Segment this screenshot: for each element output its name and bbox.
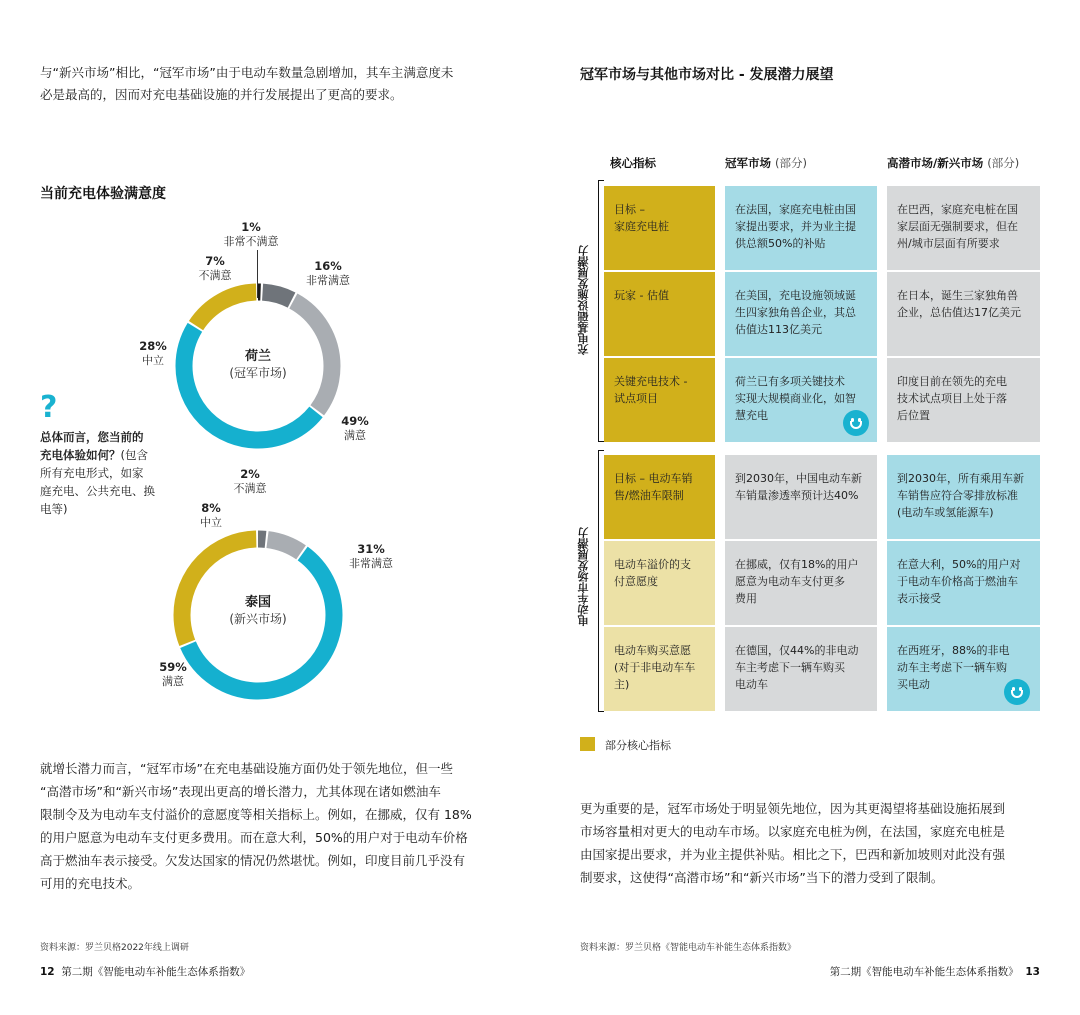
- question-rest: 所有充电形式，如家: [40, 466, 144, 480]
- body-line: 更为重要的是，冠军市场处于明显领先地位，因为其更渴望将基础设施拓展到: [580, 801, 1006, 816]
- donut2-label-satisfied: 59% 满意: [159, 660, 187, 688]
- cell-line: 电动车购买意愿: [614, 644, 691, 657]
- indicator-cell: [604, 455, 715, 539]
- smile-icon: [843, 410, 869, 436]
- body-line: 就增长潜力而言，“冠军市场”在充电基础设施方面仍处于领先地位，但一些: [40, 761, 453, 776]
- cell-line: 慧充电: [735, 409, 768, 422]
- cell-line: 在西班牙，88%的非电: [897, 644, 1010, 657]
- question-rest: 电等): [40, 502, 68, 516]
- cell-line: 企业，总估值达17亿美元: [897, 306, 1021, 319]
- donut2-label-neutral: 8% 中立: [200, 501, 222, 529]
- right-footer: [830, 964, 1040, 979]
- cell-line: 电动车溢价的支: [614, 558, 691, 571]
- footer-title: 第二期《智能电动车补能生态体系指数》: [829, 966, 1019, 978]
- cell-line: 生四家独角兽企业，其总: [735, 306, 856, 319]
- cell-line: 电动车: [735, 678, 768, 691]
- intro-line: 必是最高的，因而对充电基础设施的并行发展提出了更高的要求。: [40, 87, 403, 102]
- donut1-label-very-dissatisfied: 1% 非常不满意: [223, 220, 279, 248]
- cell-line: 州/城市层面有所要求: [897, 237, 1000, 250]
- left-body-paragraph: [40, 757, 472, 895]
- donut1-title: 荷兰: [244, 349, 271, 364]
- col-header-other: 高潜市场/新兴市场 (部分): [887, 156, 1020, 170]
- body-line: 高于燃油车表示接受。欠发达国家的情况仍然堪忧。例如，印度目前几乎没有: [40, 853, 466, 868]
- indicator-cell: [604, 186, 715, 270]
- body-line: 制要求，这使得“高潜市场”和“新兴市场”当下的潜力受到了限制。: [580, 870, 944, 885]
- cell-line: 买电动: [897, 678, 930, 691]
- cell-line: 在意大利，50%的用户对: [897, 558, 1021, 571]
- champion-cell: [725, 627, 877, 711]
- body-line: 由国家提出要求，并为业主提供补贴。相比之下，巴西和新加坡则对此没有强: [580, 847, 1006, 862]
- group1-label: 充电基础设施发展潜力: [577, 245, 590, 355]
- body-line: “高潜市场”和“新兴市场”表现出更高的增长潜力，尤其体现在诸如燃油车: [40, 784, 441, 799]
- bracket-tick: [598, 180, 604, 181]
- cell-line: 试点项目: [614, 392, 658, 405]
- cell-line: 在挪威，仅有18%的用户: [735, 558, 859, 571]
- other-market-cell: [887, 358, 1040, 442]
- donut1-label-dissatisfied: 7% 不满意: [198, 254, 232, 282]
- page-number: 12: [40, 966, 55, 978]
- legend-label: 部分核心指标: [605, 739, 671, 752]
- cell-line: 在法国，家庭充电桩由国: [735, 203, 856, 216]
- section-title: 当前充电体验满意度: [40, 186, 166, 202]
- cell-line: 费用: [735, 592, 757, 605]
- indicator-cell: [604, 541, 715, 625]
- cell-line: 目标 –: [614, 203, 645, 216]
- other-market-cell: [887, 455, 1040, 539]
- cell-line: 主): [614, 678, 630, 691]
- cell-line: 在美国，充电设施领域诞: [735, 289, 856, 302]
- cell-line: 家层面无强制要求，但在: [897, 220, 1018, 233]
- donut2-center: [198, 591, 318, 627]
- bracket-tick: [598, 450, 604, 451]
- table-title: 冠军市场与其他市场对比 - 发展潜力展望: [580, 67, 834, 83]
- donut1-center: [198, 345, 318, 381]
- cell-line: 后位置: [897, 409, 930, 422]
- donut1-label-satisfied: 49% 满意: [341, 414, 369, 442]
- col-header-champion: 冠军市场 (部分): [725, 156, 807, 170]
- cell-line: 估值达113亿美元: [735, 323, 822, 336]
- cell-line: 目标 – 电动车销: [614, 472, 693, 485]
- group2-bracket: [598, 450, 599, 712]
- cell-line: 技术试点项目上处于落: [897, 392, 1007, 405]
- question-text: [40, 428, 155, 518]
- intro-line: 与“新兴市场”相比，“冠军市场”由于电动车数量急剧增加，其车主满意度未: [40, 65, 454, 80]
- cell-line: 实现大规模商业化，如智: [735, 392, 856, 405]
- intro-paragraph: [40, 62, 453, 106]
- cell-line: 家庭充电桩: [614, 220, 669, 233]
- cell-line: 车销售应符合零排放标准: [897, 489, 1018, 502]
- other-market-cell: [887, 541, 1040, 625]
- donut2-label-very-satisfied: 31% 非常满意: [349, 542, 393, 570]
- donut2-title: 泰国: [244, 595, 271, 610]
- right-source: 资料来源：罗兰贝格《智能电动车补能生态体系指数》: [580, 943, 797, 953]
- body-line: 市场容量相对更大的电动车市场。以家庭充电桩为例，在法国，家庭充电桩是: [580, 824, 1006, 839]
- cell-line: (电动车或氢能源车): [897, 506, 994, 519]
- cell-line: 售/燃油车限制: [614, 489, 684, 502]
- donut1-subtitle: (冠军市场): [229, 366, 287, 380]
- group1-bracket: [598, 180, 599, 442]
- legend-swatch: [580, 737, 595, 751]
- body-line: 限制令及为电动车支付溢价的意愿度等相关指标上。例如，在挪威，仅有 18%: [40, 807, 472, 822]
- other-market-cell: [887, 272, 1040, 356]
- leader-line: [257, 250, 258, 298]
- donut2-subtitle: (新兴市场): [229, 612, 287, 626]
- cell-line: 荷兰已有多项关键技术: [735, 375, 845, 388]
- cell-line: 付意愿度: [614, 575, 658, 588]
- champion-cell: [725, 541, 877, 625]
- page-number: 13: [1025, 966, 1040, 978]
- body-line: 可用的充电技术。: [40, 876, 141, 891]
- cell-line: 于电动车价格高于燃油车: [897, 575, 1018, 588]
- group2-label: 电动车市场发展潜力: [577, 527, 590, 626]
- cell-line: 到2030年，所有乘用车新: [897, 472, 1024, 485]
- question-rest: 庭充电、公共充电、换: [40, 484, 155, 498]
- indicator-cell: [604, 627, 715, 711]
- cell-line: 在巴西，家庭充电桩在国: [897, 203, 1018, 216]
- cell-line: 家提出要求，并为业主提: [735, 220, 856, 233]
- cell-line: 动车主考虑下一辆车购: [897, 661, 1007, 674]
- donut2-label-dissatisfied: 2% 不满意: [233, 467, 267, 495]
- champion-cell: [725, 272, 877, 356]
- cell-line: 车销量渗透率预计达40%: [735, 489, 859, 502]
- cell-line: 印度目前在领先的充电: [897, 375, 1007, 388]
- col-header-indicator: 核心指标: [610, 156, 656, 170]
- indicator-cell: [604, 358, 715, 442]
- indicator-cell: [604, 272, 715, 356]
- donut1-label-very-satisfied: 16% 非常满意: [306, 259, 350, 287]
- cell-line: 供总额50%的补贴: [735, 237, 826, 250]
- left-source: 资料来源：罗兰贝格2022年线上调研: [40, 943, 189, 953]
- smile-icon: [1004, 679, 1030, 705]
- footer-title: 第二期《智能电动车补能生态体系指数》: [61, 966, 251, 978]
- cell-line: 到2030年，中国电动车新: [735, 472, 862, 485]
- cell-line: 车主考虑下一辆车购买: [735, 661, 845, 674]
- other-market-cell: [887, 186, 1040, 270]
- cell-line: 在日本，诞生三家独角兽: [897, 289, 1018, 302]
- body-line: 的用户愿意为电动车支付更多费用。而在意大利，50%的用户对于电动车价格: [40, 830, 468, 845]
- question-rest: (包含: [120, 448, 148, 462]
- donut1-label-neutral: 28% 中立: [139, 339, 167, 367]
- cell-line: (对于非电动车车: [614, 661, 696, 674]
- champion-cell: [725, 455, 877, 539]
- left-footer: [40, 964, 250, 979]
- right-body-paragraph: [580, 797, 1005, 889]
- champion-cell: [725, 186, 877, 270]
- cell-line: 表示接受: [897, 592, 941, 605]
- cell-line: 玩家 - 估值: [614, 289, 669, 302]
- cell-line: 愿意为电动车支付更多: [735, 575, 845, 588]
- question-bold-line: 充电体验如何？: [40, 448, 121, 462]
- bracket-tick: [598, 711, 604, 712]
- cell-line: 在德国，仅44%的非电动: [735, 644, 859, 657]
- question-bold-line: 总体而言，您当前的: [40, 430, 144, 444]
- question-mark-icon: ?: [40, 390, 58, 425]
- cell-line: 关键充电技术 -: [614, 375, 688, 388]
